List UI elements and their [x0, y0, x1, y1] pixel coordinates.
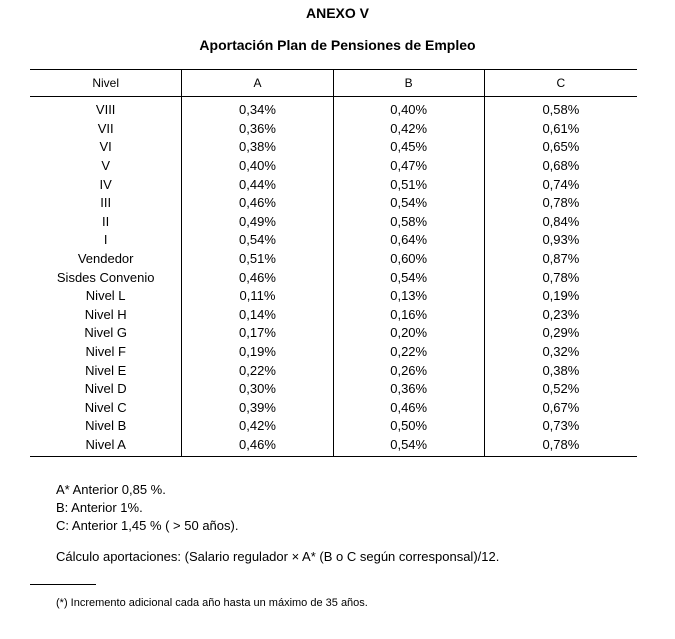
- cell-a: 0,11%: [182, 287, 333, 306]
- table-row: [30, 213, 637, 232]
- cell-a: 0,22%: [182, 361, 333, 380]
- table-row: [30, 138, 637, 157]
- column-header-b: B: [333, 70, 484, 97]
- table-row: [30, 194, 637, 213]
- cell-a: 0,17%: [182, 324, 333, 343]
- table-row: [30, 324, 637, 343]
- cell-b: 0,20%: [333, 324, 484, 343]
- cell-c: 0,58%: [484, 97, 637, 120]
- note-b: B: Anterior 1%.: [56, 500, 143, 515]
- cell-nivel: Nivel H: [84, 306, 127, 322]
- table-row: [30, 175, 637, 194]
- cell-a: 0,46%: [182, 436, 333, 457]
- table-row: [30, 399, 637, 418]
- cell-c: 0,78%: [484, 194, 637, 213]
- cell-nivel: Nivel D: [84, 381, 127, 397]
- cell-b: 0,42%: [333, 120, 484, 139]
- cell-b: 0,26%: [333, 361, 484, 380]
- column-header-a: A: [182, 70, 333, 97]
- cell-nivel: VI: [99, 139, 112, 155]
- cell-b: 0,60%: [333, 250, 484, 269]
- pension-table: [30, 69, 637, 457]
- cell-b: 0,47%: [333, 157, 484, 176]
- cell-a: 0,49%: [182, 213, 333, 232]
- cell-c: 0,78%: [484, 436, 637, 457]
- cell-b: 0,46%: [333, 399, 484, 418]
- cell-a: 0,36%: [182, 120, 333, 139]
- cell-c: 0,84%: [484, 213, 637, 232]
- cell-c: 0,78%: [484, 268, 637, 287]
- cell-c: 0,73%: [484, 417, 637, 436]
- cell-nivel: V: [101, 158, 110, 174]
- cell-a: 0,46%: [182, 194, 333, 213]
- cell-b: 0,45%: [333, 138, 484, 157]
- cell-b: 0,50%: [333, 417, 484, 436]
- cell-a: 0,38%: [182, 138, 333, 157]
- table-row: [30, 231, 637, 250]
- cell-a: 0,39%: [182, 399, 333, 418]
- cell-c: 0,32%: [484, 343, 637, 362]
- cell-nivel: Nivel B: [85, 418, 127, 434]
- cell-nivel: IV: [99, 176, 112, 192]
- cell-nivel: II: [102, 213, 110, 229]
- cell-a: 0,30%: [182, 380, 333, 399]
- cell-nivel: Nivel C: [84, 399, 127, 415]
- footnote: (*) Incremento adicional cada año hasta un máximo de 35 años.: [56, 597, 368, 609]
- cell-b: 0,16%: [333, 306, 484, 325]
- cell-c: 0,65%: [484, 138, 637, 157]
- table-row: [30, 361, 637, 380]
- cell-a: 0,19%: [182, 343, 333, 362]
- page-title: ANEXO V: [305, 5, 369, 21]
- cell-b: 0,40%: [333, 97, 484, 120]
- cell-nivel: Vendedor: [77, 251, 134, 267]
- cell-a: 0,46%: [182, 268, 333, 287]
- cell-b: 0,64%: [333, 231, 484, 250]
- cell-nivel: III: [100, 195, 112, 211]
- table-row: [30, 417, 637, 436]
- cell-a: 0,44%: [182, 175, 333, 194]
- table-row: [30, 343, 637, 362]
- cell-b: 0,36%: [333, 380, 484, 399]
- cell-nivel: Nivel F: [85, 344, 126, 360]
- cell-c: 0,38%: [484, 361, 637, 380]
- cell-a: 0,40%: [182, 157, 333, 176]
- cell-a: 0,54%: [182, 231, 333, 250]
- cell-nivel: Sisdes Convenio: [56, 269, 155, 285]
- cell-c: 0,23%: [484, 306, 637, 325]
- table-title: Aportación Plan de Pensiones de Empleo: [199, 37, 476, 53]
- cell-a: 0,51%: [182, 250, 333, 269]
- note-a: A* Anterior 0,85 %.: [56, 482, 166, 497]
- cell-c: 0,29%: [484, 324, 637, 343]
- cell-nivel: Nivel G: [84, 325, 127, 341]
- table-row: [30, 157, 637, 176]
- table-row: [30, 250, 637, 269]
- table-row: [30, 287, 637, 306]
- cell-b: 0,51%: [333, 175, 484, 194]
- cell-c: 0,67%: [484, 399, 637, 418]
- calculation-note: Cálculo aportaciones: (Salario regulador × A* (B o C según corresponsal)/12.: [56, 549, 500, 564]
- cell-c: 0,61%: [484, 120, 637, 139]
- column-header-c: C: [484, 70, 637, 97]
- table-row: [30, 97, 637, 120]
- cell-c: 0,87%: [484, 250, 637, 269]
- note-c: C: Anterior 1,45 % ( > 50 años).: [56, 518, 239, 533]
- table-header-row: [30, 70, 637, 97]
- cell-a: 0,42%: [182, 417, 333, 436]
- cell-b: 0,54%: [333, 194, 484, 213]
- table-row: [30, 268, 637, 287]
- column-header-nivel: Nivel: [30, 70, 182, 97]
- cell-nivel: VII: [97, 120, 114, 136]
- cell-b: 0,54%: [333, 268, 484, 287]
- cell-a: 0,14%: [182, 306, 333, 325]
- cell-b: 0,13%: [333, 287, 484, 306]
- cell-c: 0,68%: [484, 157, 637, 176]
- footnote-divider: [30, 584, 96, 585]
- table-row: [30, 436, 637, 457]
- cell-b: 0,54%: [333, 436, 484, 457]
- cell-c: 0,52%: [484, 380, 637, 399]
- table-body: [30, 97, 637, 457]
- cell-c: 0,93%: [484, 231, 637, 250]
- table-row: [30, 120, 637, 139]
- table-row: [30, 306, 637, 325]
- cell-nivel: VIII: [95, 102, 116, 118]
- cell-b: 0,22%: [333, 343, 484, 362]
- cell-nivel: I: [103, 232, 108, 248]
- cell-nivel: Nivel E: [85, 362, 127, 378]
- cell-c: 0,19%: [484, 287, 637, 306]
- cell-nivel: Nivel L: [85, 288, 126, 304]
- cell-c: 0,74%: [484, 175, 637, 194]
- cell-a: 0,34%: [182, 97, 333, 120]
- cell-nivel: Nivel A: [30, 436, 182, 457]
- cell-b: 0,58%: [333, 213, 484, 232]
- table-row: [30, 380, 637, 399]
